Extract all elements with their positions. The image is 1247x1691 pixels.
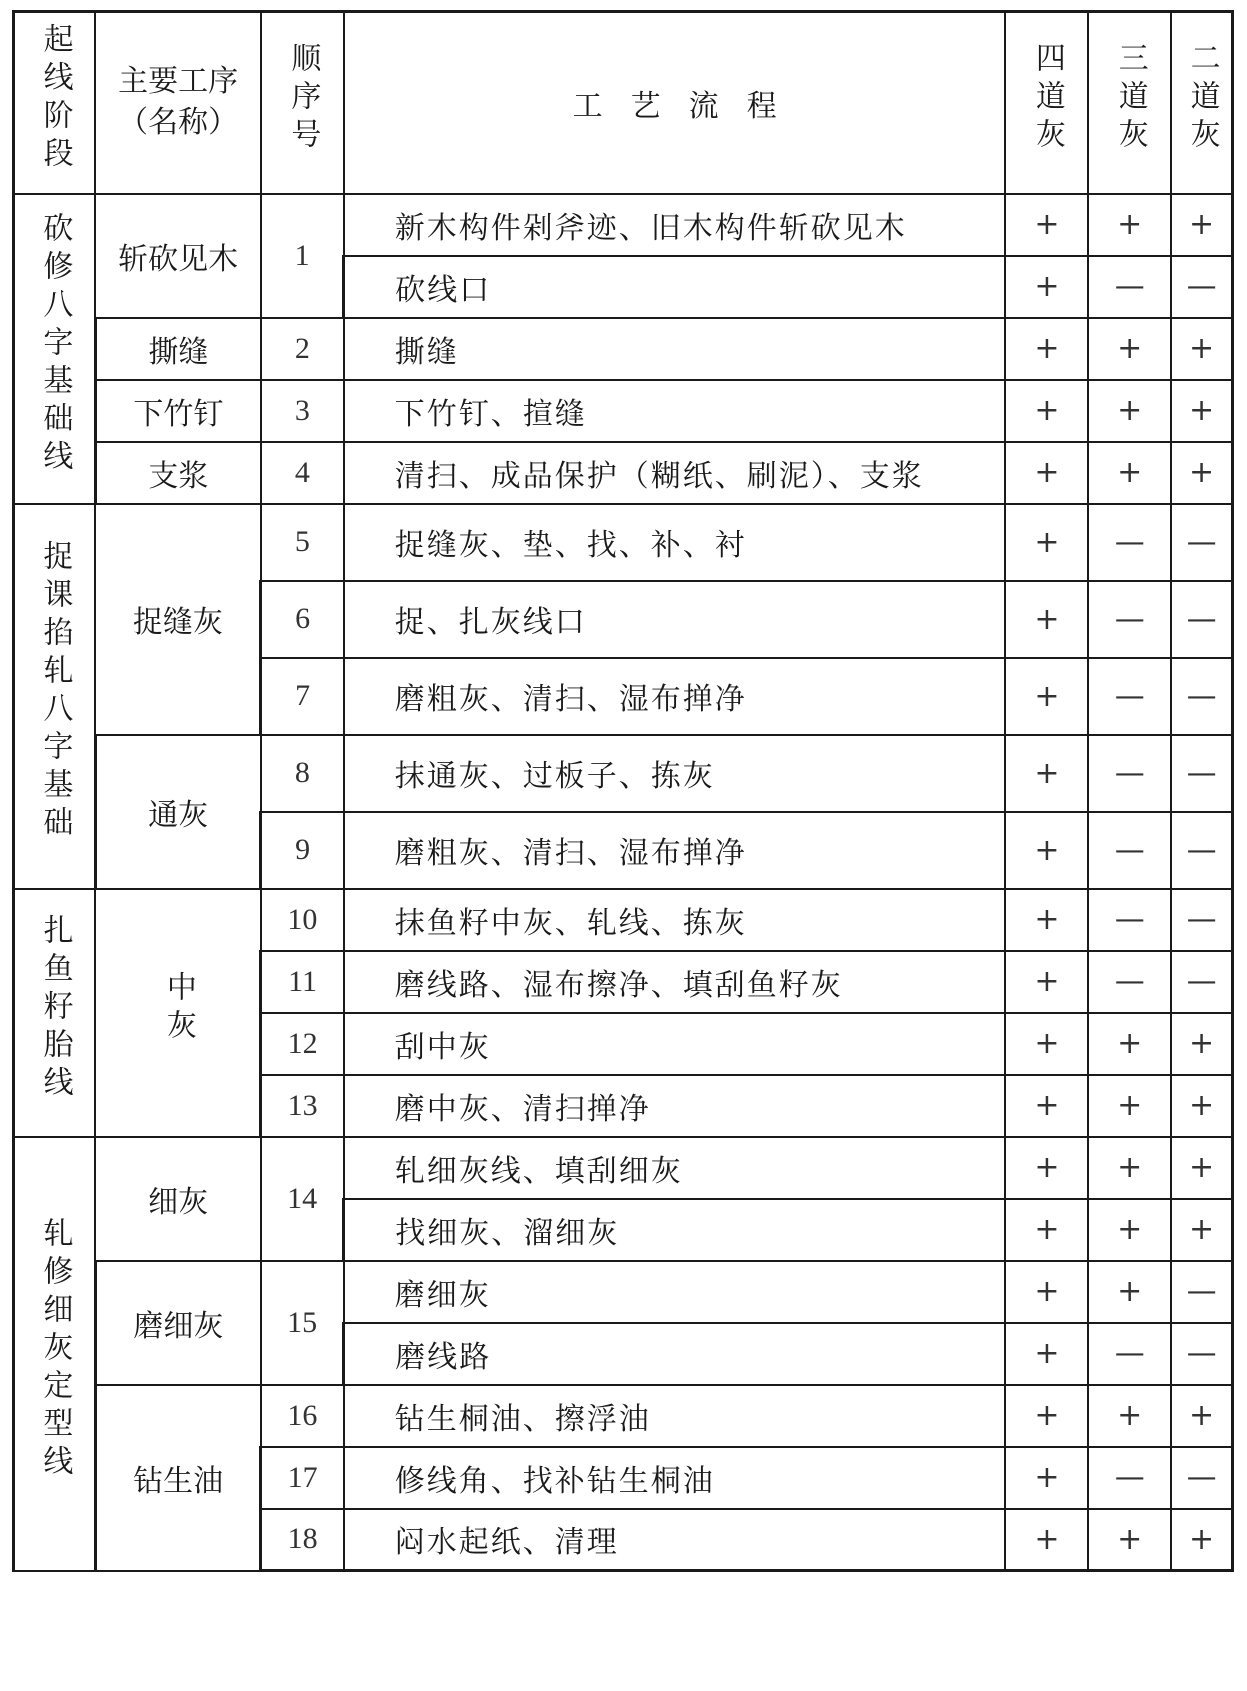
grade3-mark: — [1088, 581, 1171, 658]
seq-cell: 6 [261, 581, 344, 658]
grade3-mark: — [1088, 504, 1171, 581]
stage-cell [14, 889, 96, 1137]
flow-cell: 磨中灰、清扫掸净 [344, 1075, 1006, 1137]
grade2-mark: — [1171, 1323, 1232, 1385]
procedure-label: 中灰 [160, 970, 196, 1047]
grade4-mark: + [1005, 1261, 1088, 1323]
grade4-mark: + [1005, 1199, 1088, 1261]
grade2-mark: + [1171, 1385, 1232, 1447]
flow-cell: 磨线路 [344, 1323, 1006, 1385]
grade4-mark: + [1005, 1323, 1088, 1385]
seq-cell: 17 [261, 1447, 344, 1509]
grade3-mark: + [1088, 1013, 1171, 1075]
flow-cell: 清扫、成品保护（糊纸、刷泥）、支浆 [344, 442, 1006, 504]
header-grade3 [1088, 12, 1171, 194]
flow-cell: 找细灰、溜细灰 [344, 1199, 1006, 1261]
procedure-cell: 磨细灰 [95, 1261, 261, 1385]
seq-cell: 12 [261, 1013, 344, 1075]
grade4-mark: + [1005, 1447, 1088, 1509]
flow-cell: 下竹钉、揎缝 [344, 380, 1006, 442]
seq-cell: 5 [261, 504, 344, 581]
grade3-mark: — [1088, 256, 1171, 318]
procedure-cell: 支浆 [95, 442, 261, 504]
flow-cell: 撕缝 [344, 318, 1006, 380]
grade2-mark: + [1171, 1509, 1232, 1571]
grade2-mark: + [1171, 1075, 1232, 1137]
table-row [14, 889, 1233, 951]
grade4-mark: + [1005, 194, 1088, 256]
grade4-mark: + [1005, 442, 1088, 504]
procedure-cell: 通灰 [95, 735, 261, 889]
header-grade4-text: 四道灰 [1029, 41, 1065, 156]
grade4-mark: + [1005, 581, 1088, 658]
flow-cell: 磨粗灰、清扫、湿布掸净 [344, 812, 1006, 889]
grade2-mark: + [1171, 380, 1232, 442]
grade4-mark: + [1005, 318, 1088, 380]
table-row [14, 442, 1233, 504]
flow-cell: 钻生桐油、擦浮油 [344, 1385, 1006, 1447]
seq-cell: 11 [261, 951, 344, 1013]
grade4-mark: + [1005, 735, 1088, 812]
seq-cell: 3 [261, 380, 344, 442]
grade3-mark: + [1088, 380, 1171, 442]
process-table [12, 10, 1234, 1572]
grade2-mark: — [1171, 581, 1232, 658]
grade3-mark: — [1088, 735, 1171, 812]
grade3-mark: + [1088, 1509, 1171, 1571]
grade4-mark: + [1005, 1137, 1088, 1199]
grade2-mark: — [1171, 735, 1232, 812]
header-row [14, 12, 1233, 194]
grade3-mark: + [1088, 1385, 1171, 1447]
stage-cell [14, 504, 96, 889]
seq-cell: 1 [261, 194, 344, 318]
stage-label: 捉课掐轧八字基础 [37, 540, 73, 844]
procedure-cell: 捉缝灰 [95, 504, 261, 735]
table-row [14, 504, 1233, 581]
procedure-cell: 撕缝 [95, 318, 261, 380]
grade3-mark: — [1088, 1323, 1171, 1385]
grade2-mark: + [1171, 442, 1232, 504]
grade4-mark: + [1005, 658, 1088, 735]
table-row [14, 735, 1233, 812]
grade3-mark: — [1088, 889, 1171, 951]
stage-label: 砍修八字基础线 [37, 211, 73, 478]
flow-cell: 捉缝灰、垫、找、补、衬 [344, 504, 1006, 581]
grade3-mark: + [1088, 1137, 1171, 1199]
grade3-mark: + [1088, 1261, 1171, 1323]
flow-cell: 磨细灰 [344, 1261, 1006, 1323]
procedure-cell: 斩砍见木 [95, 194, 261, 318]
table-row [14, 318, 1233, 380]
seq-cell: 9 [261, 812, 344, 889]
seq-cell: 18 [261, 1509, 344, 1571]
flow-cell: 抹鱼籽中灰、轧线、拣灰 [344, 889, 1006, 951]
grade4-mark: + [1005, 889, 1088, 951]
grade4-mark: + [1005, 256, 1088, 318]
table-row [14, 1137, 1233, 1199]
header-seq [261, 12, 344, 194]
header-procedure-line2: （名称） [118, 104, 239, 140]
header-procedure [95, 12, 261, 194]
grade2-mark: — [1171, 504, 1232, 581]
grade2-mark: — [1171, 1447, 1232, 1509]
seq-cell: 16 [261, 1385, 344, 1447]
grade2-mark: + [1171, 1137, 1232, 1199]
flow-cell: 磨线路、湿布擦净、填刮鱼籽灰 [344, 951, 1006, 1013]
grade3-mark: — [1088, 951, 1171, 1013]
seq-cell: 8 [261, 735, 344, 812]
seq-cell: 15 [261, 1261, 344, 1385]
flow-cell: 磨粗灰、清扫、湿布掸净 [344, 658, 1006, 735]
grade3-mark: + [1088, 442, 1171, 504]
flow-cell: 刮中灰 [344, 1013, 1006, 1075]
grade4-mark: + [1005, 1075, 1088, 1137]
header-seq-text: 顺序号 [285, 41, 321, 156]
flow-cell: 闷水起纸、清理 [344, 1509, 1006, 1571]
grade2-mark: + [1171, 194, 1232, 256]
grade3-mark: — [1088, 1447, 1171, 1509]
grade4-mark: + [1005, 504, 1088, 581]
grade2-mark: — [1171, 256, 1232, 318]
grade4-mark: + [1005, 380, 1088, 442]
grade3-mark: + [1088, 1075, 1171, 1137]
grade4-mark: + [1005, 1013, 1088, 1075]
header-grade3-text: 三道灰 [1112, 41, 1148, 156]
flow-cell: 新木构件剁斧迹、旧木构件斩砍见木 [344, 194, 1006, 256]
procedure-cell: 下竹钉 [95, 380, 261, 442]
header-procedure-line1: 主要工序 [118, 64, 239, 100]
procedure-cell: 细灰 [95, 1137, 261, 1261]
seq-cell: 13 [261, 1075, 344, 1137]
grade2-mark: — [1171, 1261, 1232, 1323]
stage-label: 扎鱼籽胎线 [37, 913, 73, 1104]
flow-cell: 砍线口 [344, 256, 1006, 318]
stage-cell [14, 194, 96, 504]
table-row [14, 1261, 1233, 1323]
grade3-mark: — [1088, 812, 1171, 889]
header-stage-text: 起线阶段 [37, 22, 73, 175]
table-row [14, 380, 1233, 442]
table-row [14, 194, 1233, 256]
table-row [14, 1385, 1233, 1447]
flow-cell: 抹通灰、过板子、拣灰 [344, 735, 1006, 812]
grade2-mark: — [1171, 889, 1232, 951]
grade3-mark: + [1088, 194, 1171, 256]
grade4-mark: + [1005, 951, 1088, 1013]
grade2-mark: + [1171, 318, 1232, 380]
seq-cell: 4 [261, 442, 344, 504]
grade4-mark: + [1005, 812, 1088, 889]
flow-cell: 轧细灰线、填刮细灰 [344, 1137, 1006, 1199]
header-flow: 工艺流程 [344, 12, 1006, 194]
procedure-cell [95, 889, 261, 1137]
grade2-mark: — [1171, 951, 1232, 1013]
grade2-mark: — [1171, 658, 1232, 735]
stage-cell [14, 1137, 96, 1571]
procedure-cell: 钻生油 [95, 1385, 261, 1571]
seq-cell: 14 [261, 1137, 344, 1261]
grade2-mark: + [1171, 1199, 1232, 1261]
grade3-mark: + [1088, 318, 1171, 380]
header-grade2-text: 二道灰 [1184, 41, 1220, 156]
flow-cell: 修线角、找补钻生桐油 [344, 1447, 1006, 1509]
seq-cell: 10 [261, 889, 344, 951]
header-stage [14, 12, 96, 194]
stage-label: 轧修细灰定型线 [37, 1216, 73, 1483]
grade4-mark: + [1005, 1385, 1088, 1447]
header-grade4 [1005, 12, 1088, 194]
grade2-mark: + [1171, 1013, 1232, 1075]
grade4-mark: + [1005, 1509, 1088, 1571]
grade3-mark: + [1088, 1199, 1171, 1261]
flow-cell: 捉、扎灰线口 [344, 581, 1006, 658]
grade2-mark: — [1171, 812, 1232, 889]
header-grade2 [1171, 12, 1232, 194]
grade3-mark: — [1088, 658, 1171, 735]
seq-cell: 7 [261, 658, 344, 735]
seq-cell: 2 [261, 318, 344, 380]
